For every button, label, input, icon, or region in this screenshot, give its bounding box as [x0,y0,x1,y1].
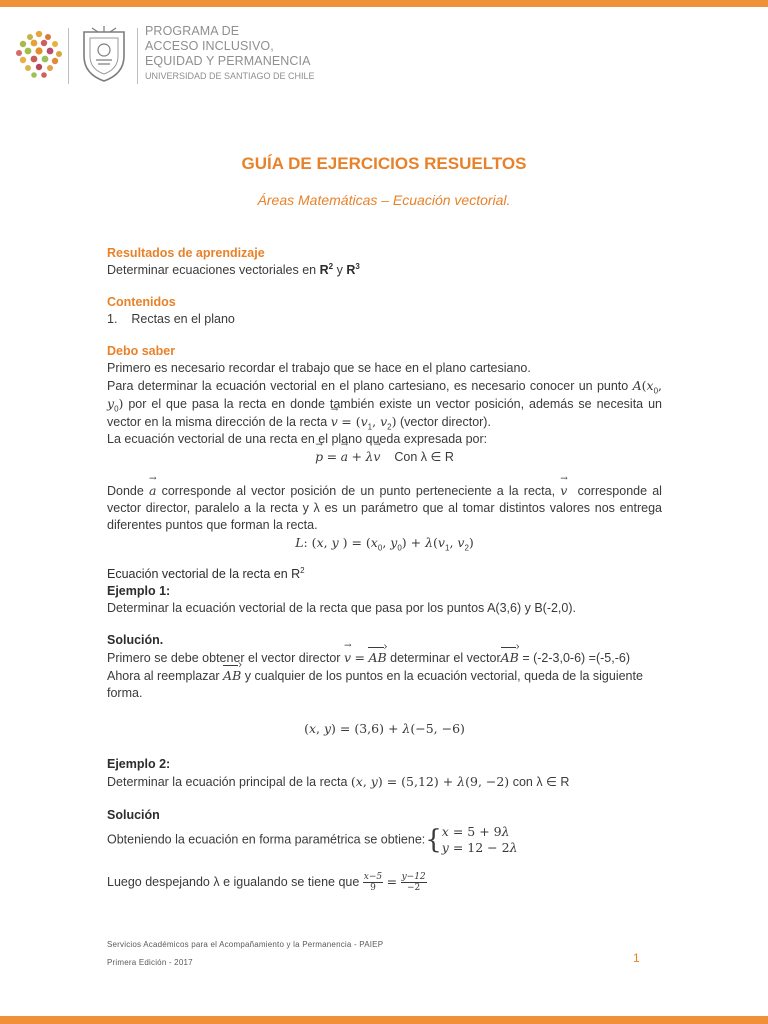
debo-saber-p2: Para determinar la ecuación vectorial en el plano cartesiano, es necesario conocer un punto $A(x_0$, $y_0$) por el que pasa la recta en donde también existe un vector posición, además se necesita un vector en la misma dirección de la recta → $v = (v_1$, $v_2$) (vector director). [107,377,662,431]
debo-saber-p4: Donde → a corresponde al vector posición de un punto perteneciente a la recta, → v corresponde al vector director, paralelo a la recta y λ es un parámetro que al tomar distintos valores nos entrega diferentes puntos que forman la recta. [107,482,662,534]
solucion1-line2: Ahora al reemplazar AB › y cualquier de los puntos en la ecuación vectorial, queda de la siguiente forma. [107,667,662,702]
bottom-accent-bar [0,1016,768,1024]
debo-saber-heading: Debo saber [107,344,176,358]
contenidos-heading: Contenidos [107,295,176,309]
top-accent-bar [0,0,768,7]
solucion2-heading: Solución [107,808,160,822]
org-line-1: PROGRAMA DE [145,24,240,38]
contenidos-item: 1. Rectas en el plano [107,312,235,326]
ejemplo1-text: Determinar la ecuación vectorial de la recta que pasa por los puntos A(3,6) y B(-2,0). [107,601,576,615]
resultados-heading: Resultados de aprendizaje [107,246,265,260]
solucion2-text: Obteniendo la ecuación en forma paramétrica se obtiene:{x = 5 + 9λ y = 12 − 2λ [107,824,518,855]
ejemplo2-heading: Ejemplo 2: [107,757,171,771]
org-line-3: EQUIDAD Y PERMANENCIA [145,54,311,68]
debo-saber-line3: La ecuación vectorial de una recta en el plano queda expresada por: [107,432,488,446]
org-line-4: UNIVERSIDAD DE SANTIAGO DE CHILE [145,71,315,81]
organization-name [145,24,315,83]
section-heading: Ecuación vectorial de la recta en $R^2$ [107,565,305,581]
header-divider [68,28,69,84]
vector-equation: → p = → a + λ→ v Con λ ∈ R [107,448,662,466]
page-number: 1 [633,951,640,965]
program-logo-icon [14,28,64,82]
footer-line-1: Servicios Académicos para el Acompañamiento y la Permanencia - PAIEP [107,940,384,949]
document-subtitle: Áreas Matemáticas – Ecuación vectorial. [257,192,511,208]
document-title: GUÍA DE EJERCICIOS RESUELTOS [241,154,527,173]
ejemplo1-heading: Ejemplo 1: [107,584,171,598]
resultados-text: Determinar ecuaciones vectoriales en $R^2$ y $R^3$ [107,261,360,277]
debo-saber-line1: Primero es necesario recordar el trabajo que se hace en el plano cartesiano. [107,361,531,375]
luego-text: Luego despejando λ e igualando se tiene que $\frac{x-5}{9}$ = $\frac{y-12}{-2}$ [107,872,426,893]
solucion1-heading: Solución. [107,633,164,647]
ejemplo1-result: (x, y) = (3,6) + λ(−5, −6) [304,721,465,736]
document-body [107,245,662,893]
ejemplo2-text: Determinar la ecuación principal de la recta (x, y) = (5,12) + λ(9, −2) con λ ∈ R [107,774,570,789]
org-line-2: ACCESO INCLUSIVO, [145,39,274,53]
footer-line-2: Primera Edición - 2017 [107,958,193,967]
university-seal-icon [78,24,130,84]
solucion1-line1: Primero se debe obtener el vector director → v = AB › determinar el vectorAB › = (-2-3,0-6) =(-5,-6) [107,649,662,667]
header-divider-2 [137,28,138,84]
line-equation: L: (x, y ) = ($x_0$, $y_0) + \lambda(v_1$, $v_2$) [295,535,474,553]
footer [107,936,383,972]
